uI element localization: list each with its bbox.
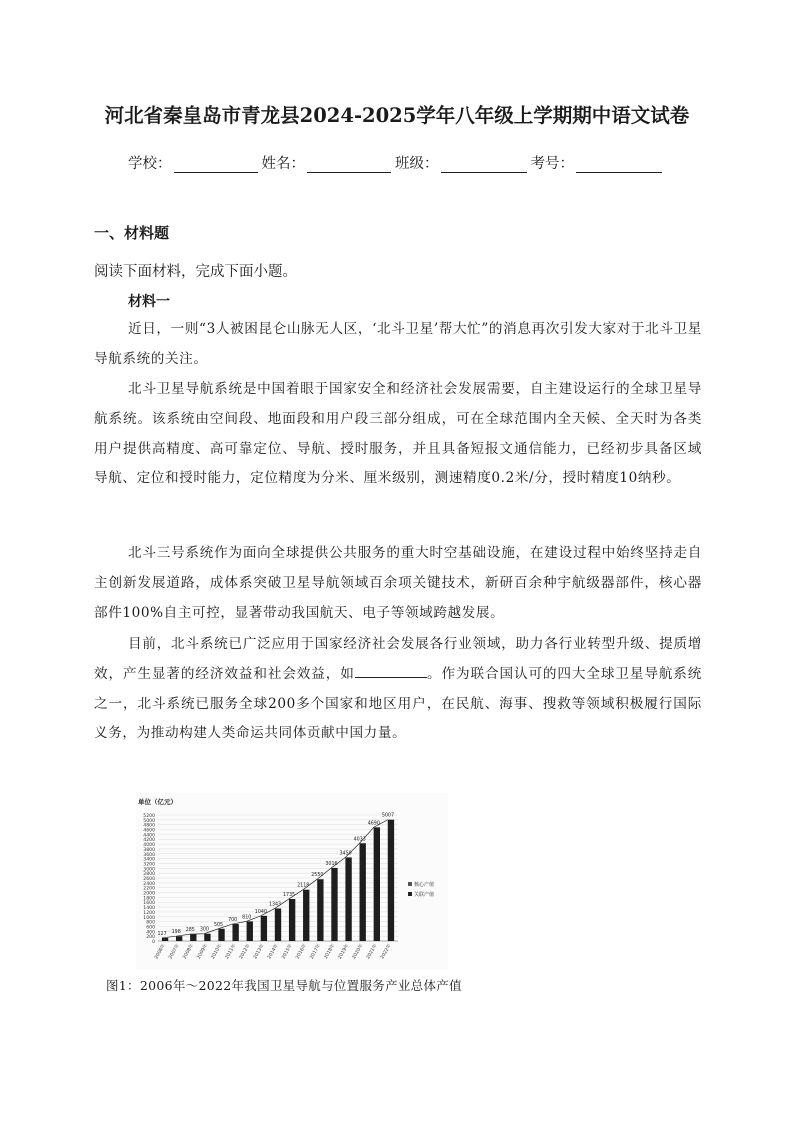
y-tick-label: 5000	[143, 818, 155, 824]
y-tick-label: 3200	[143, 862, 155, 868]
y-tick-label: 3800	[143, 847, 155, 853]
bar-2010年	[218, 929, 224, 941]
y-tick-label: 400	[146, 930, 155, 936]
y-tick-label: 5200	[143, 814, 155, 819]
name-label: 姓名：	[261, 156, 305, 172]
y-tick-label: 4200	[143, 838, 155, 844]
x-tick-label: 2010年	[210, 943, 224, 961]
bar-2017年	[317, 879, 323, 941]
bar-2009年	[204, 934, 210, 941]
paragraph-4	[94, 630, 702, 749]
y-axis-label: 单位（亿元）	[138, 798, 177, 806]
data-label: 4033	[353, 837, 366, 843]
bar-2014年	[275, 908, 281, 941]
y-tick-label: 2000	[143, 891, 155, 897]
data-label: 1343	[268, 902, 282, 908]
bar-2006年	[162, 938, 168, 941]
legend-core: 核心产值	[414, 882, 435, 888]
exam-number-label: 考号：	[530, 156, 574, 172]
exam-number-blank	[576, 156, 662, 173]
legend-swatch-core	[408, 882, 412, 886]
x-tick-label: 2020年	[351, 943, 365, 961]
x-tick-label: 2017年	[309, 943, 323, 961]
bar-2019年	[345, 857, 351, 941]
figure-caption: 图1：2006年～2022年我国卫星导航与位置服务产业总体产值	[106, 978, 462, 993]
school-label: 学校：	[128, 156, 172, 172]
name-blank	[307, 156, 391, 173]
data-label: 4690	[367, 821, 380, 827]
y-tick-label: 1400	[143, 906, 155, 912]
bar-2013年	[261, 916, 267, 941]
y-tick-label: 3400	[143, 857, 155, 863]
class-blank	[441, 156, 527, 173]
y-tick-label: 800	[146, 920, 155, 926]
x-tick-label: 2006年	[154, 943, 167, 961]
x-tick-label: 2016年	[295, 943, 308, 961]
data-label: 1735	[283, 892, 296, 898]
x-tick-label: 2008年	[182, 943, 196, 961]
paragraph-1: 近日，一则“3人被困昆仑山脉无人区，‘北斗卫星’帮大忙”的消息再次引发大家对于北斗卫星导航系统的关注。	[94, 321, 702, 367]
class-label: 班级：	[395, 156, 439, 172]
y-tick-label: 4800	[143, 823, 155, 829]
bar-2018年	[331, 868, 337, 941]
x-tick-label: 2022年	[380, 943, 393, 961]
data-label: 505	[213, 922, 224, 928]
bar-2015年	[289, 899, 295, 941]
bar-2012年	[247, 921, 253, 941]
legend-related: 关联产值	[414, 892, 435, 898]
bar-2008年	[190, 934, 196, 941]
x-tick-label: 2014年	[267, 943, 280, 961]
data-label: 285	[185, 928, 195, 934]
bar-2021年	[374, 827, 380, 941]
chart-container	[136, 793, 448, 969]
student-info-row	[128, 152, 666, 173]
x-tick-label: 2021年	[366, 943, 379, 961]
material-title: 材料一	[128, 294, 170, 310]
legend-swatch-related	[408, 892, 412, 896]
data-label: 700	[228, 918, 238, 924]
y-tick-label: 3600	[143, 852, 155, 858]
data-label: 198	[171, 930, 181, 936]
bar-2022年	[388, 820, 394, 941]
page-title: 河北省秦皇岛市青龙县2024-2025学年八年级上学期期中语文试卷	[104, 104, 690, 127]
x-tick-label: 2009年	[196, 943, 210, 961]
data-label: 3450	[339, 851, 352, 857]
y-tick-label: 3000	[143, 867, 155, 873]
bar-2020年	[360, 843, 366, 941]
x-tick-label: 2019年	[337, 943, 351, 961]
y-tick-label: 1200	[143, 910, 155, 916]
bar-2016年	[303, 890, 309, 941]
x-tick-label: 2012年	[239, 943, 252, 961]
data-label: 5007	[381, 813, 395, 819]
x-tick-label: 2007年	[168, 943, 181, 961]
y-tick-label: 200	[146, 935, 155, 941]
instruction: 阅读下面材料，完成下面小题。	[94, 264, 297, 280]
data-label: 1040	[254, 909, 267, 915]
data-label: 2550	[311, 873, 324, 879]
x-tick-label: 2011年	[224, 943, 238, 961]
y-tick-label: 2200	[143, 886, 155, 892]
y-tick-label: 1800	[143, 896, 155, 902]
x-tick-label: 2018年	[323, 943, 337, 961]
y-tick-label: 1000	[143, 915, 155, 921]
y-tick-label: 0	[152, 940, 155, 945]
data-label: 2118	[297, 883, 310, 889]
bar-2011年	[232, 924, 238, 941]
data-label: 300	[199, 927, 209, 933]
answer-blank	[355, 665, 427, 678]
y-tick-label: 2400	[143, 881, 155, 887]
data-label: 127	[157, 931, 167, 937]
y-tick-label: 4600	[143, 828, 155, 834]
x-tick-label: 2013年	[253, 943, 266, 961]
data-label: 3016	[325, 861, 338, 867]
y-tick-label: 600	[146, 925, 155, 931]
paragraph-4-part1: 目前，北斗系统已广泛应用于国家经济社会发展各行业领域，助力各行业转型升级、提质增效，产生显著的经济效益和社会效益，如	[94, 636, 702, 682]
paragraph-4-part2: 。作为联合国认可的四大全球卫星导航系统之一，北斗系统已服务全球200多个国家和地区用户，在民航、海事、搜救等领域积极履行国际义务，为推动构建人类命运共同体贡献中国力量。	[94, 665, 702, 742]
x-tick-label: 2015年	[281, 943, 294, 961]
section-heading: 一、材料题	[94, 224, 170, 242]
y-tick-label: 1600	[143, 901, 155, 907]
y-tick-label: 2600	[143, 877, 155, 882]
y-tick-label: 4400	[143, 833, 155, 839]
bar-2007年	[176, 936, 182, 941]
data-label: 810	[242, 915, 252, 921]
y-tick-label: 2800	[143, 872, 155, 878]
output-value-chart	[136, 793, 448, 969]
paragraph-3: 北斗三号系统作为面向全球提供公共服务的重大时空基础设施，在建设过程中始终坚持走自主创新发展道路，成体系突破卫星导航领域百余项关键技术，新研百余种宇航级器部件，核心器部件100%自主可控，显著带动我国航天、电子等领域跨越发展。	[94, 545, 702, 621]
school-blank	[174, 156, 258, 173]
paragraph-2: 北斗卫星导航系统是中国着眼于国家安全和经济社会发展需要，自主建设运行的全球卫星导航系统。该系统由空间段、地面段和用户段三部分组成，可在全球范围内全天候、全天时为各类用户提供高精度、高可靠定位、导航、授时服务，并且具备短报文通信能力，已经初步具备区域导航、定位和授时能力，定位精度为分米、厘米级别，测速精度0.2米/分，授时精度10纳秒。	[94, 381, 702, 487]
y-tick-label: 4000	[143, 843, 155, 849]
